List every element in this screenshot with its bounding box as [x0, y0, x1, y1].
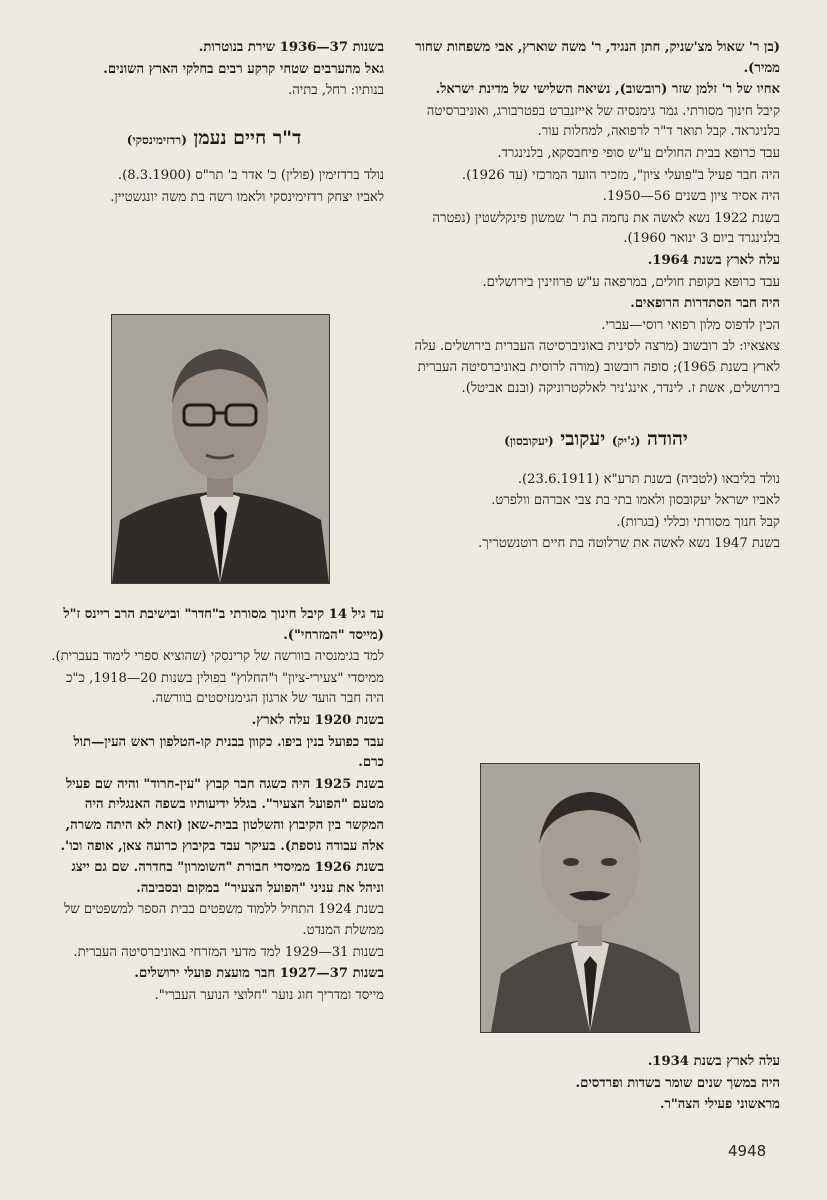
paragraph: אחיו של ר' זלמן שזר (רובשוב), נשיאה השלישי של מדינת ישראל. [435, 82, 780, 98]
portrait-photo [480, 763, 700, 1033]
left-column-lower [44, 605, 384, 1007]
right-column-footer [412, 1052, 780, 1117]
paragraph: בשנות 37—1936 שירת בנוטרות. [198, 40, 384, 55]
paragraph: נולד ברדזימין (פולין) כ' אדר ב' תר"ס (8.3.1900). [117, 168, 384, 184]
paragraph: בשנות 31—1929 למד מדעי המזרחי באוניברסיטה העברית. [73, 944, 384, 960]
paragraph: הכין לדפוס מלון רפואי רוסי—עברי. [601, 317, 780, 333]
heading-original-surname: (יעקובסון) [504, 434, 554, 449]
paragraph: עבד כרופא בבית החולים ע"ש סופי פיחבסקא, בלנינגרד. [497, 145, 780, 161]
paragraph: בשנת 1922 נשא לאשה את נחמה בת ר' שמשון פינקלשטין (נפטרה בלנינגרד ביום 3 ינואר 1960). [432, 210, 780, 247]
paragraph: לאביו ישראל יעקובסון ולאמו בתי בת צבי אברהם וולפרט. [491, 493, 780, 509]
left-column [44, 38, 384, 210]
paragraph: עלה לארץ בשנת 1964. [647, 252, 780, 268]
portrait-man-with-mustache [481, 764, 699, 1032]
paragraph: ממיסדי "צעירי-ציון" ו"החלוץ" בפולין בשנות 20—1918, כ"כ היה חבר הועד של ארגון הגימנזיסטים בוורשה. [65, 670, 384, 707]
biography-heading [412, 429, 780, 452]
heading-nickname: (ג'יק) [611, 434, 641, 449]
heading-first-name: יהודה [647, 428, 688, 451]
page-number: 4948 [728, 1142, 767, 1160]
heading-original-surname: (רדזימינסקי) [126, 132, 187, 147]
paragraph: עלה לארץ בשנת 1934. [647, 1054, 780, 1069]
paragraph: היה חבר הסתדרות הרופאים. [630, 296, 780, 312]
paragraph: היה במשך שנים שומר בשדות ופרדסים. [575, 1075, 780, 1091]
paragraph: (בן ר' שאול מצ'שניק, חתן הנגיד, ר' משה שוארץ, אבי משפחות שחור ממיר). [415, 40, 780, 76]
paragraph: עבד כרופא בקופת חולים, במרפאה ע"ש פרוזינין בירושלים. [482, 274, 780, 290]
portrait-man-with-glasses [112, 315, 329, 583]
paragraph: קיבל חינוך מסורתי. גמר גימנסיה של אייזנברט בפטרבורג, ואוניברסיטה בלניגראד. קבל תואר ד"ר לרפואה, למחלות עור. [426, 103, 780, 140]
paragraph: קבל חנוך מסורתי וכללי (בגרות). [616, 514, 780, 530]
portrait-photo [111, 314, 330, 584]
paragraph: גאל מהערבים שטחי קרקע רבים בחלקי הארץ השונים. [103, 61, 384, 77]
paragraph: מייסד ומדריך חוג נוער "חלוצי הנוער העברי". [154, 987, 384, 1003]
paragraph: היה אסיר ציון בשנים 56—1950. [602, 189, 780, 205]
paragraph: עד גיל 14 קיבל חינוך מסורתי ב"חדר" ובישיבת הרב ריינס ז"ל (מייסד "המזרחי"). [63, 607, 384, 643]
paragraph: לאביו יצחק רדזימינסקי ולאמו רשה בת משה יונגשטיין. [110, 189, 384, 205]
heading-surname: יעקובי [560, 428, 606, 451]
paragraph: בשנות 37—1927 חבר מועצת פועלי ירושלים. [134, 966, 384, 982]
paragraph: בשנת 1925 היה כשגה חבר קבוץ "עין-חרוד" והיה שם פעיל מטעם "הפועל הצעיר". בגלל ידיעותיו בשפה האנגלית היה המקשר בין הקיבוץ והשלטון בבית-שאן (זאת לא היתה משרה, אלה עבודה נוספת). בעיקר עבד בקיבוץ כרועה צאן, אופה וכו'. [60, 776, 384, 854]
paragraph: צאצאיו: לב רובשוב (מרצה לסינית באוניברסיטה העברית בירושלים. עלה לארץ בשנת 1965); סופה רובשוב (מורה לרוסית באוניברסיטה העברית בירושלים, אשת ז. לינדר, אינג'ניר לאלקטרוניקה (ובנם אביטל). [414, 339, 780, 396]
paragraph: מראשוני פעילי הצה"ר. [659, 1097, 780, 1113]
heading-name: ד"ר חיים נעמן [193, 126, 302, 149]
paragraph: עבד כפועל בנין ביפו. כקוון בבנית קו-הטלפון ראש העין—תול כרם. [73, 734, 384, 771]
biography-heading [44, 128, 384, 151]
paragraph: בשנת 1924 התחיל ללמוד משפטים בבית הספר למשפטים של ממשלת המנדט. [64, 902, 384, 938]
paragraph: בשנת 1926 ממיסדי חבורת "השומרון" בחדרה. שם גם ייצג וניהל את עניני "הפועל הצעיר" במקום ובסביבה. [71, 860, 384, 896]
paragraph: היה חבר פעיל ב"פועלי ציון", מזכיר הועד המרכזי (עד 1926). [461, 167, 780, 183]
paragraph: בשנת 1947 נשא לאשה את שרלוטה בת חיים רוטנשטריך. [478, 536, 780, 552]
right-column [412, 38, 780, 556]
paragraph: למד בגימנסיה בוורשה של קרינסקי (שהוציא ספרי לימוד בעברית). [51, 649, 384, 665]
paragraph: בנותיו: רחל, בתיה. [288, 83, 384, 99]
paragraph: בשנת 1920 עלה לארץ. [251, 712, 384, 728]
paragraph: נולד בליבאו (לטביה) בשנת תרע"א (23.6.1911). [517, 471, 780, 487]
